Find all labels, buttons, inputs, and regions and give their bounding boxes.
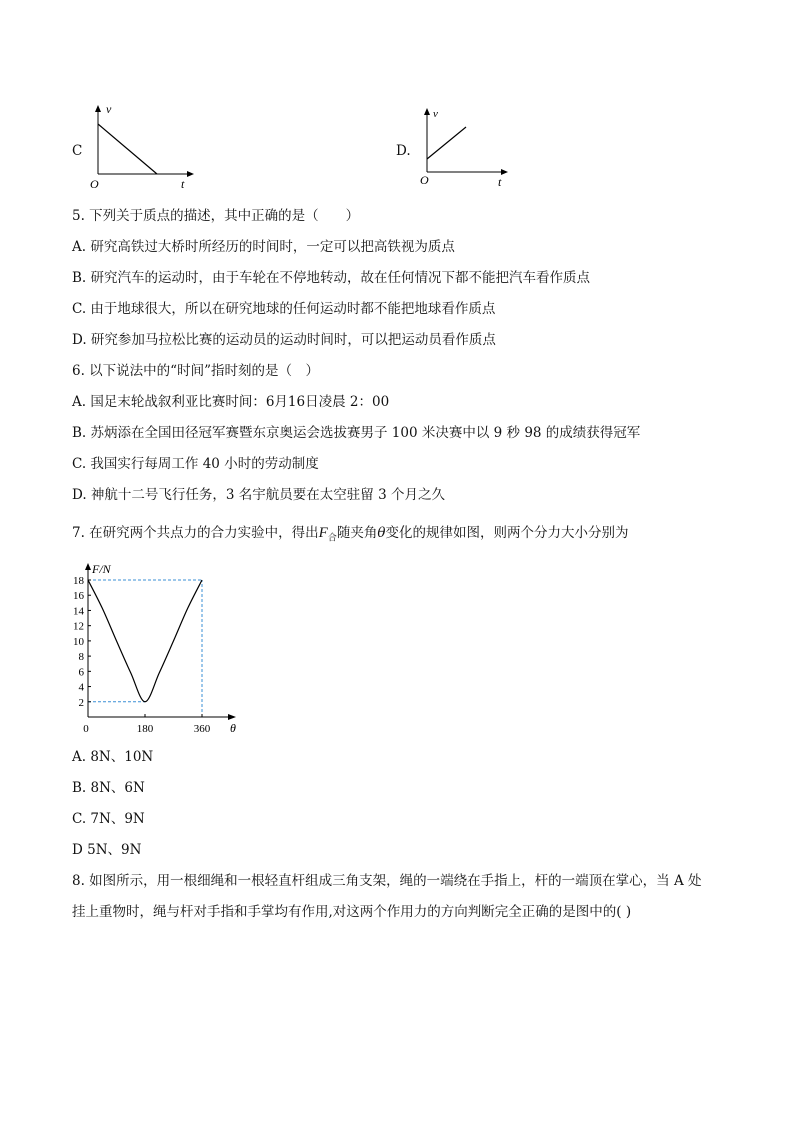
graph-d-t-label: t — [498, 175, 502, 188]
x-tick-label-360: 360 — [193, 723, 211, 735]
q7-stem-after: 变化的规律如图，则两个分力大小分别为 — [385, 525, 629, 541]
graph-c-line — [98, 124, 157, 174]
q7-theta: θ — [377, 525, 386, 541]
option-d-label: D. — [396, 143, 411, 159]
q5-option-a: A. 研究高铁过大桥时所经历的时间时，一定可以把高铁视为质点 — [72, 239, 455, 255]
q7-option-c: C. 7N、9N — [72, 811, 145, 827]
q7-option-b: B. 8N、6N — [72, 780, 145, 796]
y-tick-label-4: 4 — [78, 681, 84, 694]
y-tick-label-2: 2 — [78, 696, 84, 709]
graph-c-origin: O — [90, 177, 99, 191]
graph-d-line — [427, 127, 466, 159]
graph-c-t-label: t — [181, 177, 185, 191]
q5-option-d: D. 研究参加马拉松比赛的运动员的运动时间时，可以把运动员看作质点 — [72, 332, 496, 348]
y-axis-label: F/N — [92, 562, 111, 576]
q7-stem-before: 7. 在研究两个共点力的合力实验中，得出 — [72, 525, 319, 541]
y-tick-label-18: 18 — [73, 575, 84, 587]
graph-d-v-arrow — [424, 108, 430, 115]
y-tick-label-8: 8 — [78, 651, 84, 664]
q8-line1: 8. 如图所示，用一根细绳和一根轻直杆组成三角支架，绳的一端绕在手指上，杆的一端顶在掌心，当 A 处 — [72, 873, 702, 889]
y-tick-label-6: 6 — [78, 666, 84, 679]
q7-chart — [66, 560, 246, 740]
q5-stem: 5. 下列关于质点的描述，其中正确的是（ ） — [72, 208, 360, 224]
q7-option-d: D 5N、9N — [72, 842, 142, 858]
q5-option-b: B. 研究汽车的运动时，由于车轮在不停地转动，故在任何情况下都不能把汽车看作质点 — [72, 270, 591, 286]
graph-c-v-arrow — [95, 105, 101, 112]
x-axis-label: θ — [230, 721, 236, 735]
y-tick-label-14: 14 — [73, 605, 84, 618]
q7-force-symbol: F — [318, 525, 328, 541]
graph-c-t-arrow — [187, 171, 194, 177]
q6-option-a: A. 国足末轮战叙利亚比赛时间：6月16日凌晨 2：00 — [72, 394, 390, 410]
q7-stem-middle: 随夹角 — [336, 525, 378, 541]
x-tick-label-180: 180 — [136, 723, 154, 735]
y-tick-label-10: 10 — [73, 635, 84, 648]
graph-c — [84, 100, 199, 192]
graph-d — [414, 104, 514, 188]
q7-option-a: A. 8N、10N — [72, 749, 154, 765]
q6-option-c: C. 我国实行每周工作 40 小时的劳动制度 — [72, 456, 319, 472]
graph-d-origin: O — [420, 173, 429, 187]
series-curve — [88, 580, 202, 702]
graph-c-v-label: v — [106, 102, 112, 116]
option-c-label: C — [72, 143, 83, 159]
x-axis-arrow — [228, 714, 236, 720]
graph-d-t-arrow — [501, 169, 508, 175]
q6-option-b: B. 苏炳添在全国田径冠军赛暨东京奥运会选拔赛男子 100 米决赛中以 9 秒 98 的成绩获得冠军 — [72, 425, 641, 441]
y-tick-label-16: 16 — [73, 590, 84, 603]
q7-force-subscript: 合 — [327, 533, 337, 544]
graph-d-v-label: v — [433, 108, 438, 120]
q8-line2: 挂上重物时，绳与杆对手指和手掌均有作用,对这两个作用力的方向判断完全正确的是图中的( ) — [72, 904, 632, 920]
q6-option-d: D. 神航十二号飞行任务，3 名宇航员要在太空驻留 3 个月之久 — [72, 487, 445, 503]
q7-stem — [72, 524, 629, 548]
q5-option-c: C. 由于地球很大，所以在研究地球的任何运动时都不能把地球看作质点 — [72, 301, 496, 317]
q6-stem: 6. 以下说法中的“时间”指时刻的是（ ） — [72, 363, 319, 379]
x-tick-label-0: 0 — [83, 723, 89, 735]
y-tick-label-12: 12 — [73, 620, 84, 633]
y-axis-arrow — [85, 563, 91, 570]
